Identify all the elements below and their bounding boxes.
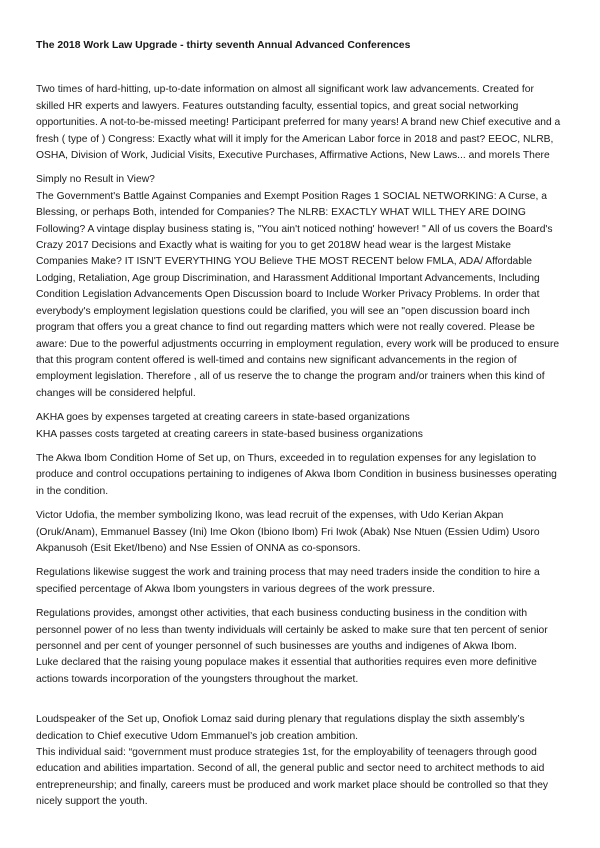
akha-line: AKHA goes by expenses targeted at creating careers in state-based organizations	[36, 412, 410, 424]
intro-paragraph: Two times of hard-hitting, up-to-date information on almost all significant work law advancements. Created for skilled HR experts and lawyers. Features outstanding faculty, essential topics, and great social networking opportunities. A not-to-be-missed meeting! Participant preferred for many years! A brand new Chief executive and a fresh ( type of ) Congress: Exactly what will it imply for the American Labor force in 2018 and past? EEOC, NLRB, OSHA, Division of Work, Judicial Visits, Executive Purchases, Affirmative Actions, New Laws... and moreIs There	[36, 84, 561, 162]
akwa-ibom-paragraph: The Akwa Ibom Condition Home of Set up, on Thurs, exceeded in to regulation expenses for any legislation to produce and control occupations pertaining to indigenes of Akwa Ibom Condition in business businesses operating in the condition.	[36, 452, 557, 497]
regulations-paragraph-2: Regulations provides, amongst other activities, that each business conducting business in the condition with personnel power of no less than twenty individuals will certainly be asked to make sure that ten percent of senior personnel and per cent of younger personnel of such businesses are youths and indigenes of Akwa Ibom.	[36, 608, 548, 652]
body-paragraph-1: The Government's Battle Against Companies and Exempt Position Rages 1 SOCIAL NETWORKING: A Curse, a Blessing, or perhaps Both, intended for Companies? The NLRB: EXACTLY WHAT WILL THEY ARE DOING Following? A vintage display business stating is, "You ain't noticed nothing' however! " All of us covers the Board's Crazy 2017 Decisions and Exactly what is waiting for you to get 2018W head wear is the largest Mistake Companies Make? IT ISN'T EVERYTHING YOU Believe THE MOST RECENT below FMLA, ADA/ Affordable Lodging, Retaliation, Age group Discrimination, and Harassment Additional Important Advancements, Including Condition Legislation Advancements Open Discussion board to Include Worker Privacy Problems. In order that everybody's employment legislation questions could be clarified, you will see an "open discussion board inch program that offers you a great chance to find out regarding matters which were not really covered. Please be aware: Due to the powerful adjustments occurring in employment regulation, every work will be produced to ensure that this program content offered is well-timed and contains new significant advancements in the region of employment legislation. Therefore , all of us reserve the to change the program and/or trainers when this kind of changes will be considered helpful.	[36, 190, 560, 399]
luke-paragraph: Luke declared that the raising young populace makes it essential that authorities requires even more definitive actions towards incorporation of the youngsters throughout the market.	[36, 657, 537, 685]
victor-udofia-paragraph: Victor Udofia, the member symbolizing Ikono, was lead recruit of the expenses, with Udo Kerian Akpan (Oruk/Anam), Emmanuel Bassey (Ini) Ime Okon (Ibiono Ibom) Fri Iwok (Abak) Nse Ntuen (Essien Udim) Usoro Akpanusoh (Esit Eket/Ibeno) and Nse Essien of ONNA as co-sponsors.	[36, 510, 540, 554]
quote-paragraph: This individual said: “government must produce strategies 1st, for the employability of teenagers through good education and abilities impartation. Second of all, the general public and sector need to architect methods to aid entrepreneurship; and finally, careers must be produced and work market place should be controlled so that they nicely support the youth.	[36, 747, 549, 808]
regulations-paragraph-1: Regulations likewise suggest the work and training process that may need traders inside the condition to hire a specified percentage of Akwa Ibom youngsters in various degrees of the work pressure.	[36, 567, 540, 595]
speaker-paragraph: Loudspeaker of the Set up, Onofiok Lomaz said during plenary that regulations display the sixth assembly’s dedication to Chief executive Udom Emmanuel’s job creation ambition.	[36, 714, 525, 742]
kha-line: KHA passes costs targeted at creating careers in state-based business organizations	[36, 428, 423, 440]
sub-heading: Simply no Result in View?	[36, 174, 155, 186]
document-title: The 2018 Work Law Upgrade - thirty seventh Annual Advanced Conferences	[36, 40, 411, 51]
